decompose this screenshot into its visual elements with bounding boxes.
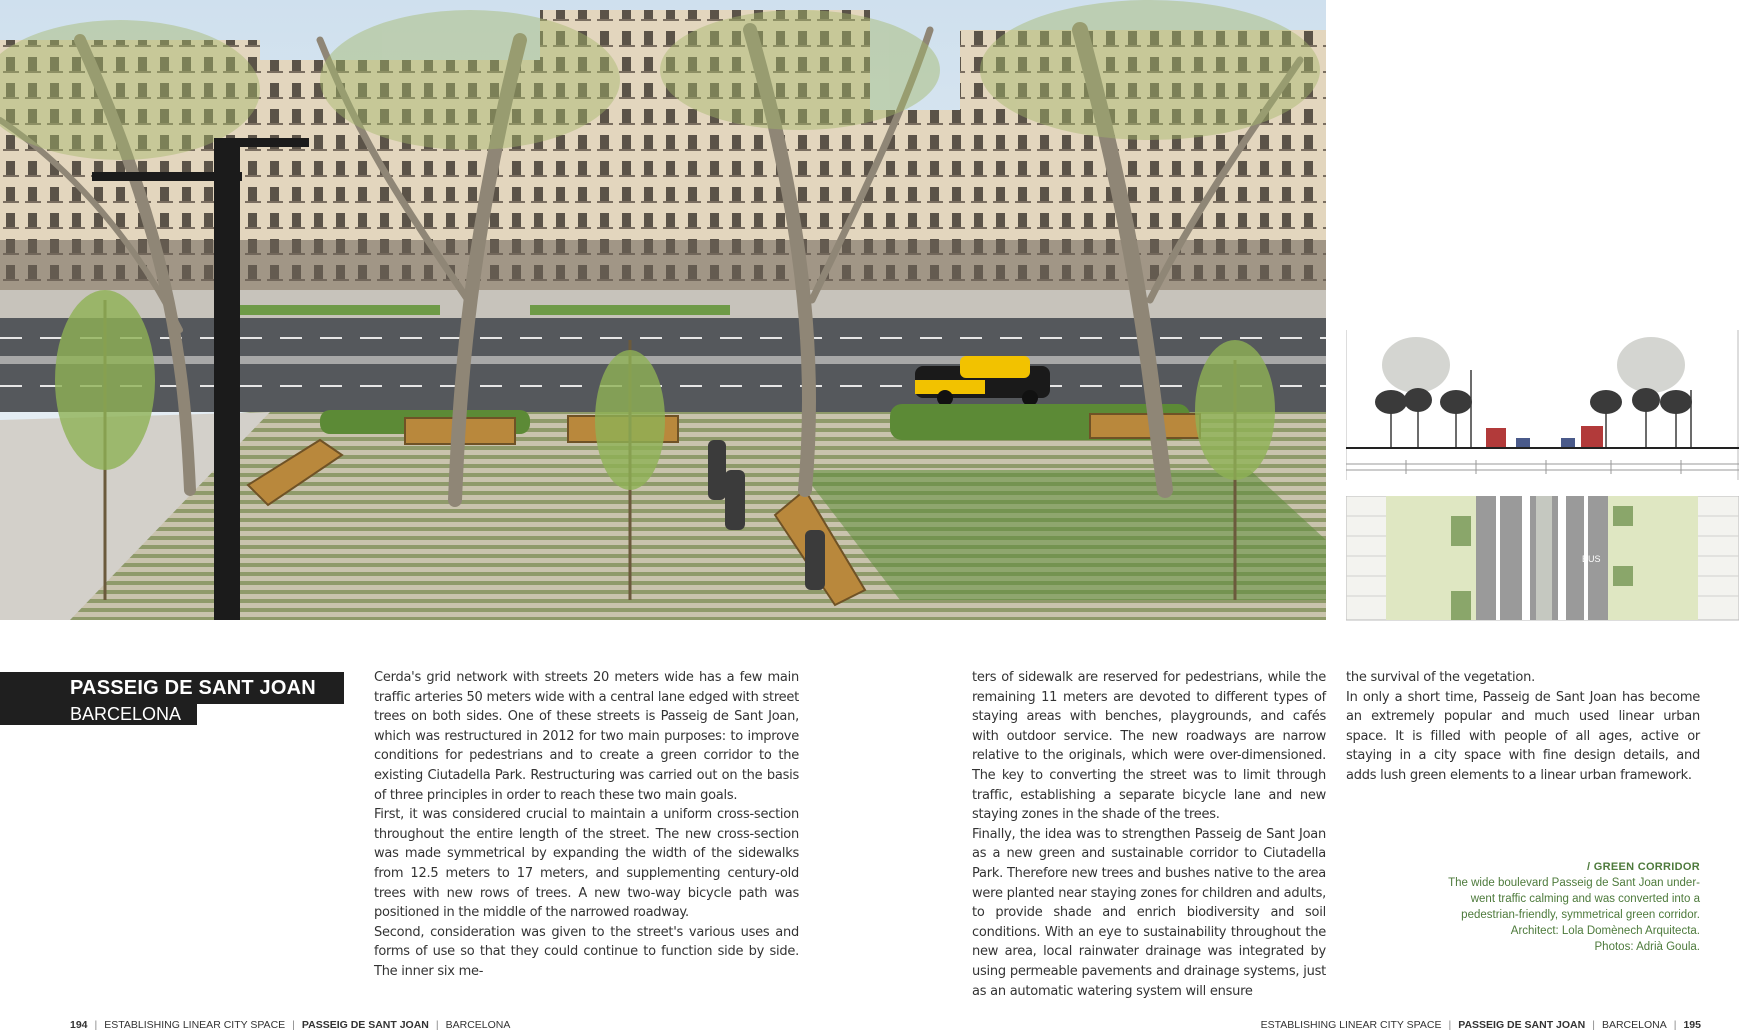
hero-photo bbox=[0, 0, 1326, 620]
caption-line: went traffic calming and was converted into a bbox=[1470, 893, 1700, 905]
photo-caption bbox=[1380, 859, 1700, 955]
caption-line: Architect: Lola Domènech Arquitecta. bbox=[1510, 925, 1700, 937]
caption-line: pedestrian-friendly, symmetrical green corridor. bbox=[1461, 909, 1700, 921]
caption-line: Photos: Adrià Goula. bbox=[1594, 941, 1700, 953]
street-plan-drawing bbox=[1346, 496, 1739, 624]
footer-left: 194 | ESTABLISHING LINEAR CITY SPACE | PASSEIG DE SANT JOAN | BARCELONA bbox=[70, 1019, 511, 1031]
body-paragraph: Second, consideration was given to the street's various uses and forms of use so that they could continue to function side by side. The inner six me- bbox=[374, 924, 799, 979]
plan-bus-label: BUS bbox=[1582, 554, 1601, 564]
footer-project: PASSEIG DE SANT JOAN bbox=[1458, 1019, 1586, 1031]
footer-right: ESTABLISHING LINEAR CITY SPACE | PASSEIG DE SANT JOAN | BARCELONA | 195 bbox=[1260, 1019, 1701, 1031]
body-paragraph: the survival of the vegetation. bbox=[1346, 670, 1535, 685]
footer-section: ESTABLISHING LINEAR CITY SPACE bbox=[104, 1019, 286, 1031]
caption-heading: / GREEN CORRIDOR bbox=[1587, 861, 1700, 873]
caption-line: The wide boulevard Passeig de Sant Joan under- bbox=[1448, 877, 1700, 889]
body-column-3 bbox=[1346, 668, 1700, 786]
body-column-2 bbox=[972, 668, 1326, 1001]
body-column-1 bbox=[374, 668, 799, 982]
footer-city: BARCELONA bbox=[1601, 1019, 1667, 1031]
page-number-left: 194 bbox=[70, 1019, 88, 1031]
article-subtitle: BARCELONA bbox=[0, 704, 197, 725]
body-paragraph: First, it was considered crucial to maintain a uniform cross-section throughout the entire length of the street. The new cross-section was made symmetrical by expanding the width of the sidewalks from 12.5 meters to 17 meters, and supplementing century-old trees with new rows of trees. A new two-way bicycle path was positioned in the middle of the narrowed roadway. bbox=[374, 807, 799, 921]
footer-section: ESTABLISHING LINEAR CITY SPACE bbox=[1260, 1019, 1442, 1031]
body-paragraph: Cerda's grid network with streets 20 meters wide has a few main traffic arteries 50 meters wide with a central lane edged with street trees on both sides. One of these streets is Passeig de Sant Joan, which was restructured in 2012 for two main purposes: to improve conditions for pedestrians and to create a green corridor to the existing Ciutadella Park. Restructuring was carried out on the basis of three principles in order to reach these two main goals. bbox=[374, 670, 799, 803]
page-number-right: 195 bbox=[1683, 1019, 1701, 1031]
body-paragraph: In only a short time, Passeig de Sant Joan has become an extremely popular and much used linear urban space. It is filled with people of all ages, active or staying in a city space with fine design details, and adds lush green elements to a linear urban framework. bbox=[1346, 689, 1700, 783]
article-title: PASSEIG DE SANT JOAN bbox=[0, 672, 344, 704]
footer-project: PASSEIG DE SANT JOAN bbox=[301, 1019, 429, 1031]
cross-section-drawing bbox=[1346, 330, 1739, 480]
footer-city: BARCELONA bbox=[445, 1019, 511, 1031]
body-paragraph: Finally, the idea was to strengthen Passeig de Sant Joan as a new green and sustainable corridor to Ciutadella Park. Therefore new trees and bushes native to the area were planted near staying zones for children and adults, to provide shade and enrich biodiversity and soil conditions. With an eye to sustainability throughout the new area, local rainwater drainage was integrated by using permeable pavements and drainage systems, just as an automatic watering system will ensure bbox=[972, 826, 1326, 999]
body-paragraph: ters of sidewalk are reserved for pedestrians, while the remaining 11 meters are devoted to different types of staying areas with benches, playgrounds, and cafés with outdoor service. The new roadways are narrow relative to the originals, which were over-dimensioned. The key to converting the street was to limit through traffic, establishing a separate bicycle lane and new staying zones in the shade of the trees. bbox=[972, 670, 1326, 823]
